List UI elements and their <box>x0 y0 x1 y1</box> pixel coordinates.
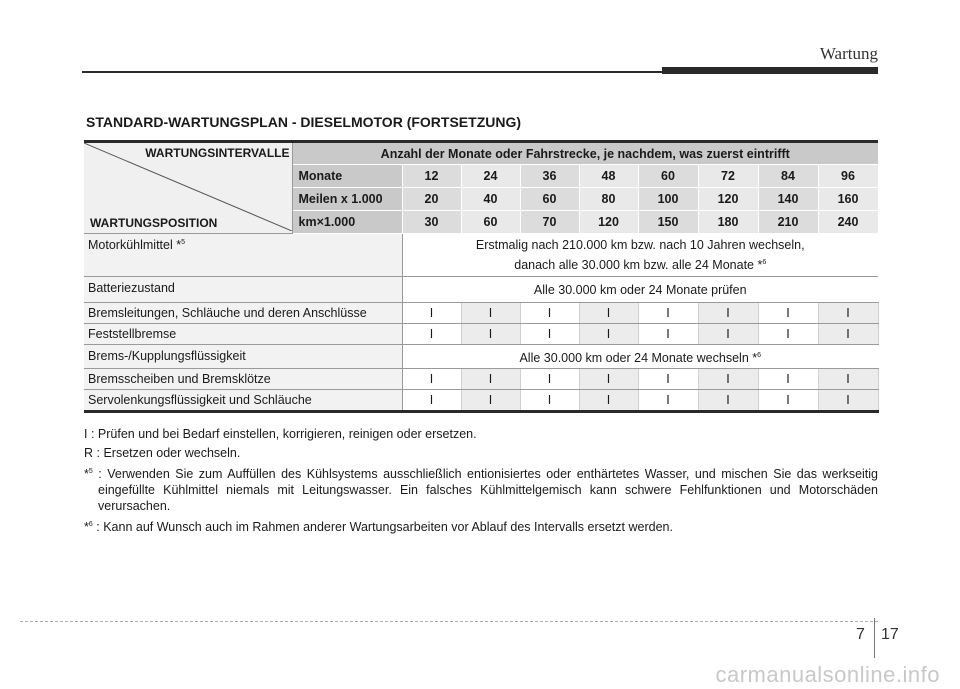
inspect-mark: I <box>698 369 758 390</box>
inspect-mark: I <box>758 390 818 412</box>
interval-value: 96 <box>818 165 878 188</box>
note-replace: R : Ersetzen oder wechseln. <box>84 446 241 460</box>
inspect-mark: I <box>520 369 579 390</box>
inspect-mark: I <box>402 324 461 345</box>
interval-value: 120 <box>698 188 758 211</box>
interval-value: 30 <box>402 211 461 234</box>
inspect-mark: I <box>579 303 638 324</box>
page-number-divider <box>874 618 875 658</box>
item-label-brake-lines: Bremsleitungen, Schläuche und deren Anschlüsse <box>84 303 402 324</box>
footer-rule <box>20 621 878 622</box>
table-row <box>84 277 878 303</box>
interval-value: 72 <box>698 165 758 188</box>
item-label-battery: Batteriezustand <box>84 277 402 303</box>
inspect-mark: I <box>520 390 579 412</box>
inspect-mark: I <box>402 390 461 412</box>
inspect-mark: I <box>758 324 818 345</box>
item-label-coolant: Motorkühlmittel *$^5$ <box>84 234 402 277</box>
position-label: WARTUNGSPOSITION <box>90 216 218 230</box>
inspect-mark: I <box>818 369 878 390</box>
interval-value: 150 <box>638 211 698 234</box>
interval-value: 60 <box>520 188 579 211</box>
interval-label-km: km×1.000 <box>292 211 402 234</box>
item-label-brake-fluid: Brems-/Kupplungsflüssigkeit <box>84 345 402 369</box>
inspect-mark: I <box>520 324 579 345</box>
inspect-mark: I <box>818 303 878 324</box>
inspect-mark: I <box>698 303 758 324</box>
inspect-mark: I <box>698 324 758 345</box>
interval-value: 80 <box>579 188 638 211</box>
coolant-instruction: Erstmalig nach 210.000 km bzw. nach 10 Jahren wechseln, danach alle 30.000 km bzw. alle 24 Monate *$^6$ <box>402 234 878 277</box>
interval-label-months: Monate <box>292 165 402 188</box>
chapter-number: 7 <box>856 626 865 643</box>
note-6: *$^6$ : Kann auf Wunsch auch im Rahmen anderer Wartungsarbeiten vor Ablauf des Intervalls ersetzt werden. <box>84 520 673 534</box>
section-title: STANDARD-WARTUNGSPLAN - DIESELMOTOR (FORTSETZUNG) <box>86 114 522 130</box>
inspect-mark: I <box>818 324 878 345</box>
interval-value: 40 <box>461 188 520 211</box>
main-header: Anzahl der Monate oder Fahrstrecke, je nachdem, was zuerst eintrifft <box>292 142 878 165</box>
inspect-mark: I <box>520 303 579 324</box>
interval-value: 140 <box>758 188 818 211</box>
interval-value: 12 <box>402 165 461 188</box>
interval-value: 70 <box>520 211 579 234</box>
table-row <box>84 345 878 369</box>
inspect-mark: I <box>579 390 638 412</box>
interval-value: 120 <box>579 211 638 234</box>
interval-label-miles: Meilen x 1.000 <box>292 188 402 211</box>
inspect-mark: I <box>758 369 818 390</box>
interval-value: 160 <box>818 188 878 211</box>
table-row <box>84 390 878 412</box>
inspect-mark: I <box>698 390 758 412</box>
table-row <box>84 369 878 390</box>
item-label-parking-brake: Feststellbremse <box>84 324 402 345</box>
inspect-mark: I <box>758 303 818 324</box>
interval-value: 36 <box>520 165 579 188</box>
interval-value: 48 <box>579 165 638 188</box>
note-5: *$^5$ : Verwenden Sie zum Auffüllen des Kühlsystems ausschließlich entionisiertes oder enthärtetes Wasser, und mischen Sie das werkseitig eingefüllte Kühlmittel niemals mit Leitungswasser. Ein falsches Kühlmittelgemisch kann schwere Fehlfunktionen und Motorschäden verursachen. <box>84 467 878 513</box>
battery-instruction: Alle 30.000 km oder 24 Monate prüfen <box>402 277 878 303</box>
item-label-steering-fluid: Servolenkungsflüssigkeit und Schläuche <box>84 390 402 412</box>
interval-value: 240 <box>818 211 878 234</box>
interval-value: 24 <box>461 165 520 188</box>
inspect-mark: I <box>638 369 698 390</box>
inspect-mark: I <box>638 390 698 412</box>
watermark: carmanualsonline.info <box>715 662 940 687</box>
interval-value: 60 <box>638 165 698 188</box>
inspect-mark: I <box>402 369 461 390</box>
page-header-title: Wartung <box>819 44 878 63</box>
inspect-mark: I <box>579 369 638 390</box>
interval-value: 180 <box>698 211 758 234</box>
interval-value: 20 <box>402 188 461 211</box>
note-inspect: I : Prüfen und bei Bedarf einstellen, korrigieren, reinigen oder ersetzen. <box>84 427 477 441</box>
item-label-brake-discs: Bremsscheiben und Bremsklötze <box>84 369 402 390</box>
inspect-mark: I <box>402 303 461 324</box>
maintenance-table <box>84 140 879 413</box>
inspect-mark: I <box>818 390 878 412</box>
interval-value: 210 <box>758 211 818 234</box>
page-number: 17 <box>881 626 899 643</box>
inspect-mark: I <box>461 369 520 390</box>
inspect-mark: I <box>638 303 698 324</box>
intervals-label: WARTUNGSINTERVALLE <box>145 146 290 160</box>
table-row <box>84 324 878 345</box>
inspect-mark: I <box>461 390 520 412</box>
interval-value: 100 <box>638 188 698 211</box>
table-row <box>84 234 878 277</box>
brake-fluid-instruction: Alle 30.000 km oder 24 Monate wechseln *$^6$ <box>402 345 878 369</box>
diagonal-header-cell <box>84 142 292 234</box>
header-rule <box>82 71 662 73</box>
interval-value: 60 <box>461 211 520 234</box>
inspect-mark: I <box>461 324 520 345</box>
footnotes <box>84 426 878 538</box>
header-rule-accent <box>662 67 878 74</box>
table-row <box>84 303 878 324</box>
interval-value: 84 <box>758 165 818 188</box>
inspect-mark: I <box>461 303 520 324</box>
inspect-mark: I <box>638 324 698 345</box>
inspect-mark: I <box>579 324 638 345</box>
